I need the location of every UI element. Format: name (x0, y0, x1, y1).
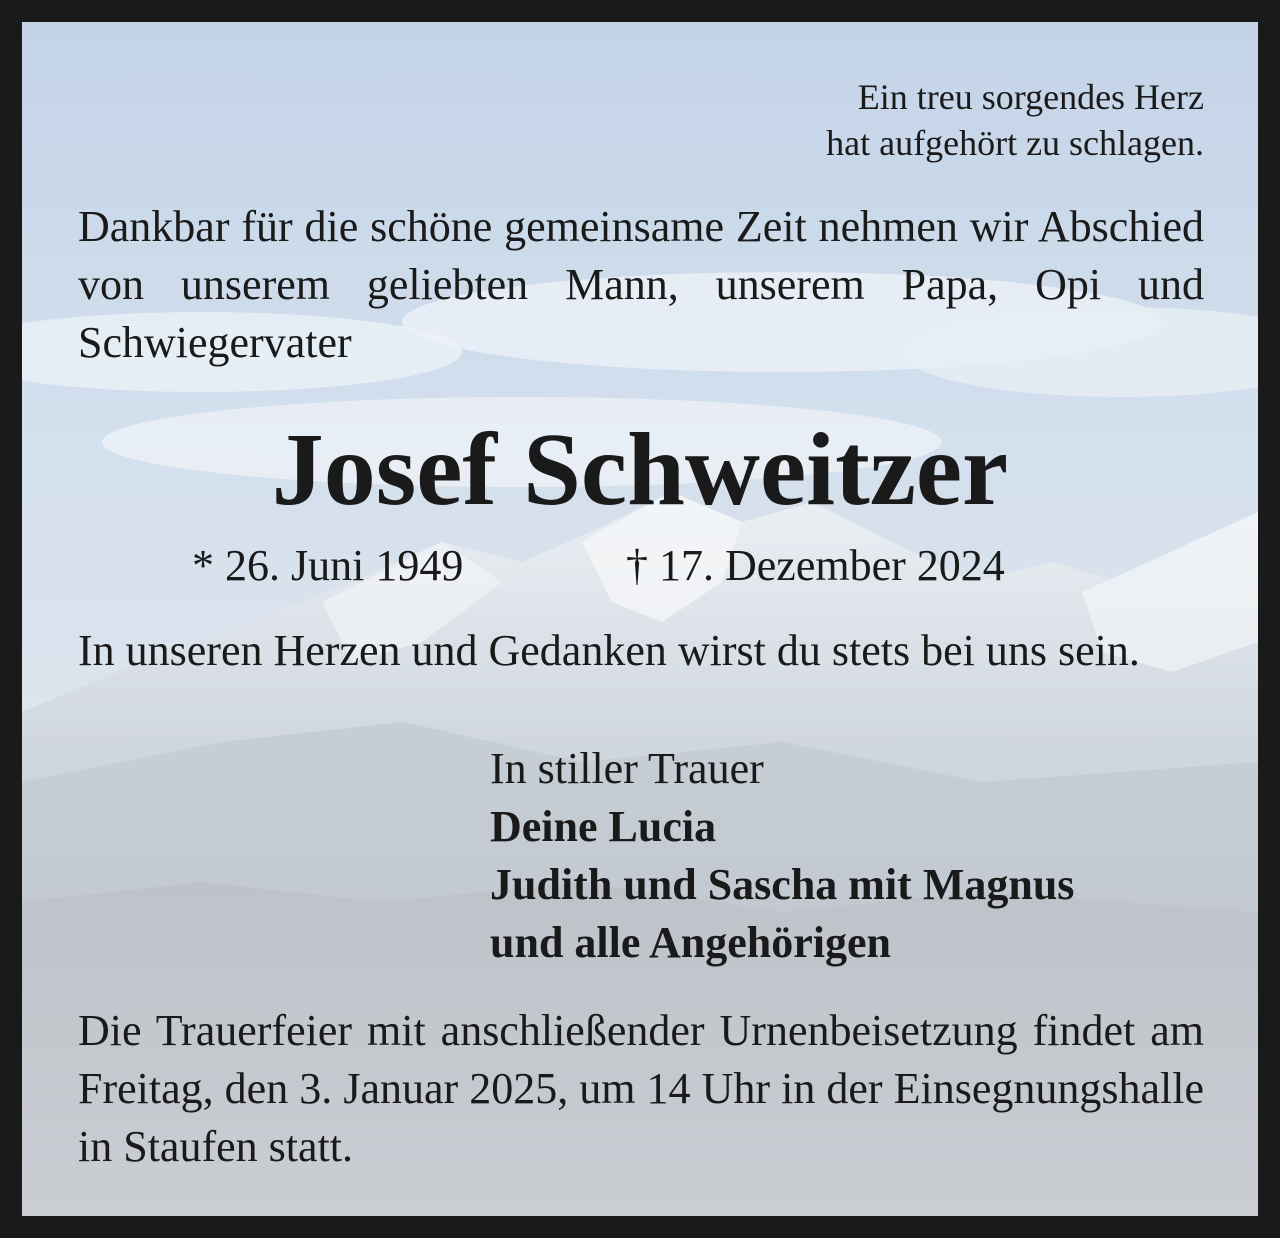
mourner-line: Judith und Sascha mit Magnus (490, 860, 1075, 909)
service-details: Die Trauerfeier mit anschließender Urnenbeisetzung findet am Freitag, den 3. Januar 2025, um 14 Uhr in der Einsegnungshalle in Staufen statt. (78, 1006, 1204, 1171)
deceased-name: Josef Schweitzer (271, 412, 1009, 527)
mourners-heading: In stiller Trauer (490, 744, 764, 793)
death-date: † 17. Dezember 2024 (626, 541, 1005, 590)
birth-date: * 26. Juni 1949 (192, 541, 464, 590)
motto (826, 74, 1204, 166)
mourners-block (490, 740, 1074, 972)
mourner-line: Deine Lucia (490, 802, 717, 851)
intro-text: Dankbar für die schöne gemeinsame Zeit nehmen wir Abschied von unserem geliebten Mann, unserem Papa, Opi und Schwiegervater (78, 202, 1204, 367)
motto-line-1: Ein treu sorgendes Herz (857, 77, 1204, 117)
notice-content (22, 22, 1258, 1216)
motto-line-2: hat aufgehört zu schlagen. (826, 123, 1204, 163)
memory-text: In unseren Herzen und Gedanken wirst du stets bei uns sein. (78, 626, 1140, 675)
mourner-line: und alle Angehörigen (490, 918, 891, 967)
